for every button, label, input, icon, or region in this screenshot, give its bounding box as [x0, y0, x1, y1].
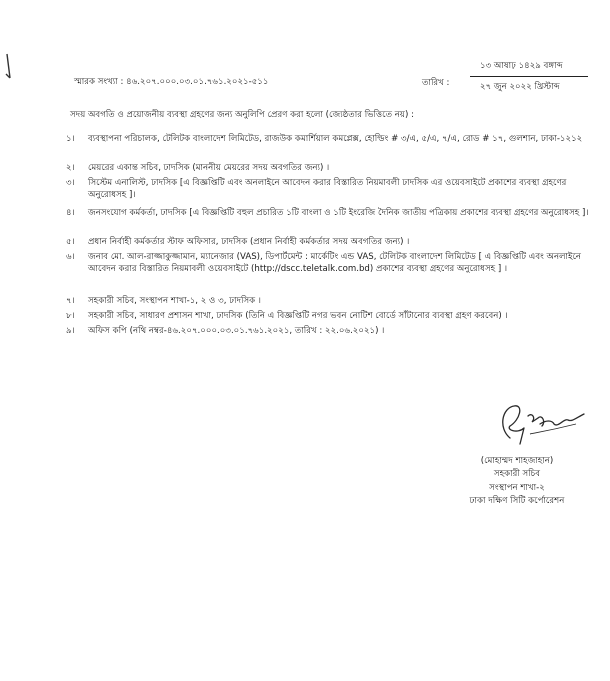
recipient-item [66, 310, 598, 322]
recipient-text: সিস্টেম এনালিস্ট, ঢাদসিক [এ বিজ্ঞপ্তিটি এবং অনলাইনে আবেদন করার বিস্তারিত নিয়মাবলী ঢাদসিক এর ওয়েবসাইটে প্রকাশের ব্যবস্থা গ্রহণের অনুরোধসহ ]। [88, 178, 567, 201]
recipient-item [66, 251, 598, 276]
intro-text: সদয় অবগতি ও প্রয়োজনীয় ব্যবস্থা গ্রহণের জন্য অনুলিপি প্রেরণ করা হলো (জ্যেষ্ঠতার ভিত্তিতে নয়) : [70, 110, 414, 120]
recipient-text: সহকারী সচিব, সংস্থাপন শাখা-১, ২ ও ৩, ঢাদসিক । [88, 296, 261, 306]
recipient-number: ৫। [66, 237, 75, 247]
handwritten-signature [480, 398, 590, 450]
recipient-number: ৭। [66, 296, 75, 306]
signatory-name: (মোহাম্মদ শাহজাহান) [480, 456, 554, 466]
recipient-number: ১। [66, 134, 75, 144]
recipient-text: মেয়রের একান্ত সচিব, ঢাদসিক (মাননীয় মেয়রের সদয় অবগতির জন্য) । [88, 163, 330, 173]
recipient-text: অফিস কপি (নথি নম্বর-৪৬.২০৭.০০০.০৩.০১.৭৬১.২০২১, তারিখ : ২২.০৬.২০২১) । [88, 326, 385, 336]
recipient-number: ২। [66, 163, 75, 173]
memo-reference [74, 76, 414, 88]
recipient-text: জনসংযোগ কর্মকর্তা, ঢাদসিক [এ বিজ্ঞপ্তিটি বহুল প্রচারিত ১টি বাংলা ও ১টি ইংরেজি দৈনিক জাতীয় পত্রিকায় প্রকাশের ব্যবস্থা গ্রহণের অনুরোধসহ ]। [88, 208, 589, 218]
recipient-item [66, 133, 598, 145]
signatory-organization: ঢাকা দক্ষিণ সিটি কর্পোরেশন [469, 495, 565, 506]
signature-block [432, 455, 602, 508]
signatory-designation: সহকারী সচিব [493, 469, 541, 480]
recipient-text: প্রধান নির্বাহী কর্মকর্তার স্টাফ অফিসার, ঢাদসিক (প্রধান নির্বাহী কর্মকর্তার সদয় অবগতির জন্য) । [88, 237, 410, 247]
recipient-item [66, 295, 598, 307]
recipient-item [66, 207, 598, 219]
margin-mark-icon [4, 52, 14, 82]
recipient-number: ৩। [66, 178, 75, 188]
recipient-number: ৮। [66, 311, 75, 321]
recipient-item [66, 236, 598, 248]
memo-number: ৪৬.২০৭.০০০.০৩.০১.৭৬১.২০২১-৫১১ [126, 77, 269, 87]
recipient-text: জনাব মো. আল-রাজ্জাকুজ্জামান, ম্যানেজার (VAS), ডিপার্টমেন্ট : মার্কেটিং এন্ড VAS, টেলিটক বাংলাদেশ লিমিটেড [ এ বিজ্ঞপ্তিটি এবং অনলাইনে আবেদন করার বিস্তারিত নিয়মাবলী ওয়েবসাইটে (http://dscc.teletalk.com.bd) প্রকাশের ব্যবস্থা গ্রহণের অনুরোধসহ ] । [88, 252, 582, 275]
recipient-item [66, 162, 598, 174]
recipient-number: ৬। [66, 252, 75, 262]
memo-label: স্মারক সংখ্যা : [74, 77, 124, 87]
recipient-text: ব্যবস্থাপনা পরিচালক, টেলিটক বাংলাদেশ লিমিটেড, রাজউক কমার্শিয়াল কমপ্লেক্স, হোল্ডিং # ৩/এ, ৫/এ, ৭/এ, রোড # ১৭, গুলশান, ঢাকা-১২১২ [88, 134, 583, 144]
recipient-number: ৯। [66, 326, 75, 336]
signatory-section: সংস্থাপন শাখা-২ [489, 482, 545, 493]
date-gregorian: ২৭ জুন ২০২২ খ্রিস্টাব্দ [480, 82, 560, 92]
recipient-item [66, 177, 598, 202]
recipient-text: সহকারী সচিব, সাধারণ প্রশাসন শাখা, ঢাদসিক (তিনি এ বিজ্ঞপ্তিটি নগর ভবন নোটিশ বোর্ডে সাঁটানোর ব্যবস্থা গ্রহণ করবেন) । [88, 311, 508, 321]
date-block [470, 60, 588, 97]
date-label: তারিখ : [422, 78, 450, 88]
recipient-item [66, 325, 598, 337]
date-bangla: ১৩ আষাঢ় ১৪২৯ বঙ্গাব্দ [470, 60, 588, 77]
recipient-number: ৪। [66, 208, 75, 218]
